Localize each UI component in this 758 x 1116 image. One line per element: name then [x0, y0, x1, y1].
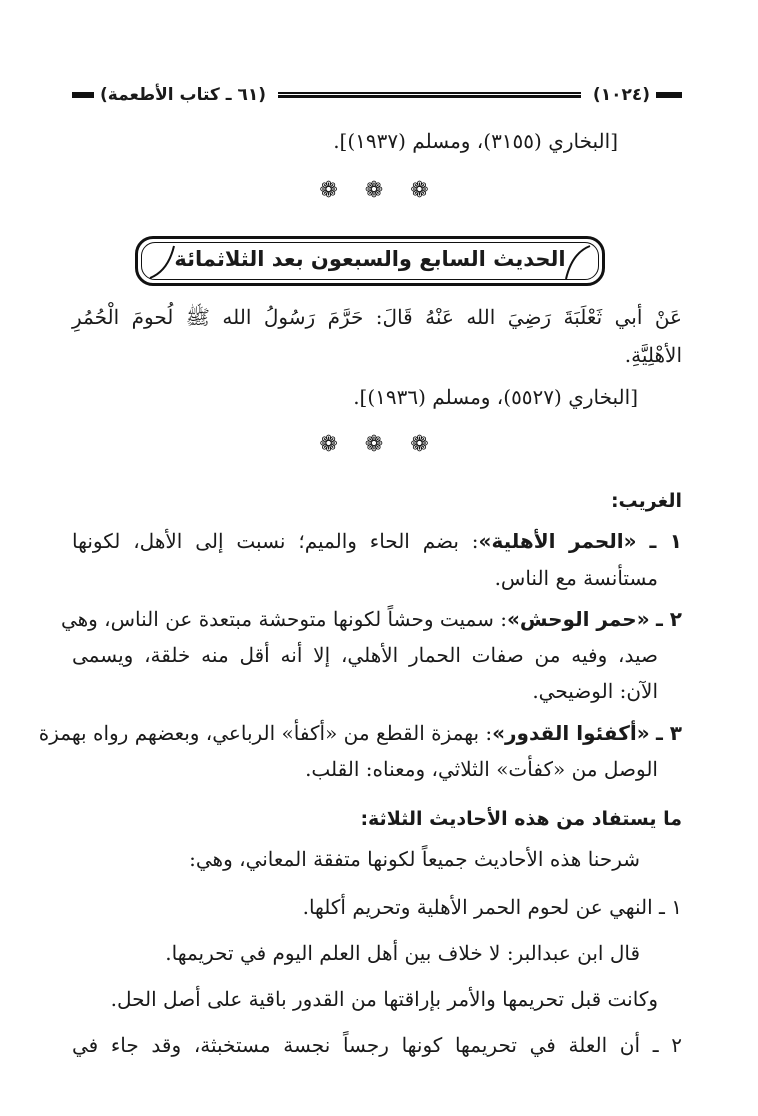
gharib-item-2-line-1: [60, 604, 682, 634]
benefit-item-2: ٢ ـ أن العلة في تحريمها كونها رجساً نجسة مستخبثة، وقد جاء في: [72, 1033, 682, 1057]
gharib-item-2-line-2: صيد، وفيه من صفات الحمار الأهلي، إلا أنه أقل منه خلقة، ويسمى: [72, 643, 658, 667]
gharib-definition: : سميت وحشاً لكونها متوحشة مبتعدة عن الناس، وهي: [60, 607, 507, 631]
chapter-title: (٦١ ـ كتاب الأطعمة): [100, 85, 266, 105]
item-number: ١ ـ: [649, 529, 682, 553]
gharib-item-1-line-1: [72, 526, 682, 556]
gharib-item-3-line-2: الوصل من «كفأت» الثلاثي، ومعناه: القلب.: [305, 757, 658, 781]
gharib-term: «أكفئوا القدور»: [492, 721, 650, 745]
hadith-title-box: [135, 236, 605, 286]
gharib-item-1-line-2: مستأنسة مع الناس.: [494, 566, 658, 590]
header-rule-right: [656, 92, 682, 98]
item-number: ٣ ـ: [655, 721, 682, 745]
gharib-heading: الغريب:: [610, 490, 682, 512]
gharib-item-3-line-1: [38, 718, 682, 748]
gharib-item-2-line-3: الآن: الوضيحي.: [532, 679, 658, 703]
benefits-intro: شرحنا هذه الأحاديث جميعاً لكونها متفقة المعاني، وهي:: [189, 847, 640, 871]
hadith-title: الحديث السابع والسبعون بعد الثلاثمائة: [174, 247, 566, 271]
reference-line-2: [البخاري (٥٥٢٧)، ومسلم (١٩٣٦)].: [353, 385, 638, 409]
header-rule-left: [72, 92, 94, 98]
benefit-quote-line: قال ابن عبدالبر: لا خلاف بين أهل العلم اليوم في تحريمها.: [165, 941, 640, 965]
gharib-term: «حمر الوحش»: [506, 607, 650, 631]
header-rule-middle: [278, 92, 581, 98]
reference-line-1: [البخاري (٣١٥٥)، ومسلم (١٩٣٧)].: [333, 129, 618, 153]
gharib-term: «الحمر الأهلية»: [478, 529, 637, 553]
hadith-text-line-1: عَنْ أبي ثَعْلَبَةَ رَضِيَ الله عَنْهُ قَالَ: حَرَّمَ رَسُولُ الله ﷺ لُحومَ الْحُمُرِ: [72, 305, 682, 329]
gharib-definition: : بهمزة القطع من «أكفأ» الرباعي، وبعضهم رواه بهمزة: [38, 721, 493, 745]
separator-ornament-1: ❁ ❁ ❁: [319, 178, 439, 203]
benefits-heading: ما يستفاد من هذه الأحاديث الثلاثة:: [360, 808, 682, 830]
running-header: [72, 82, 682, 108]
item-number: ٢ ـ: [655, 607, 682, 631]
hadith-text-line-2: الأهْلِيَّةِ.: [624, 343, 682, 367]
separator-ornament-2: ❁ ❁ ❁: [319, 432, 439, 457]
page-number: (١٠٢٤): [592, 85, 650, 105]
gharib-definition: : بضم الحاء والميم؛ نسبت إلى الأهل، لكونها: [72, 529, 479, 553]
benefit-note-line: وكانت قبل تحريمها والأمر بإراقتها من القدور باقية على أصل الحل.: [110, 987, 658, 1011]
benefit-item-1: ١ ـ النهي عن لحوم الحمر الأهلية وتحريم أكلها.: [302, 895, 682, 919]
